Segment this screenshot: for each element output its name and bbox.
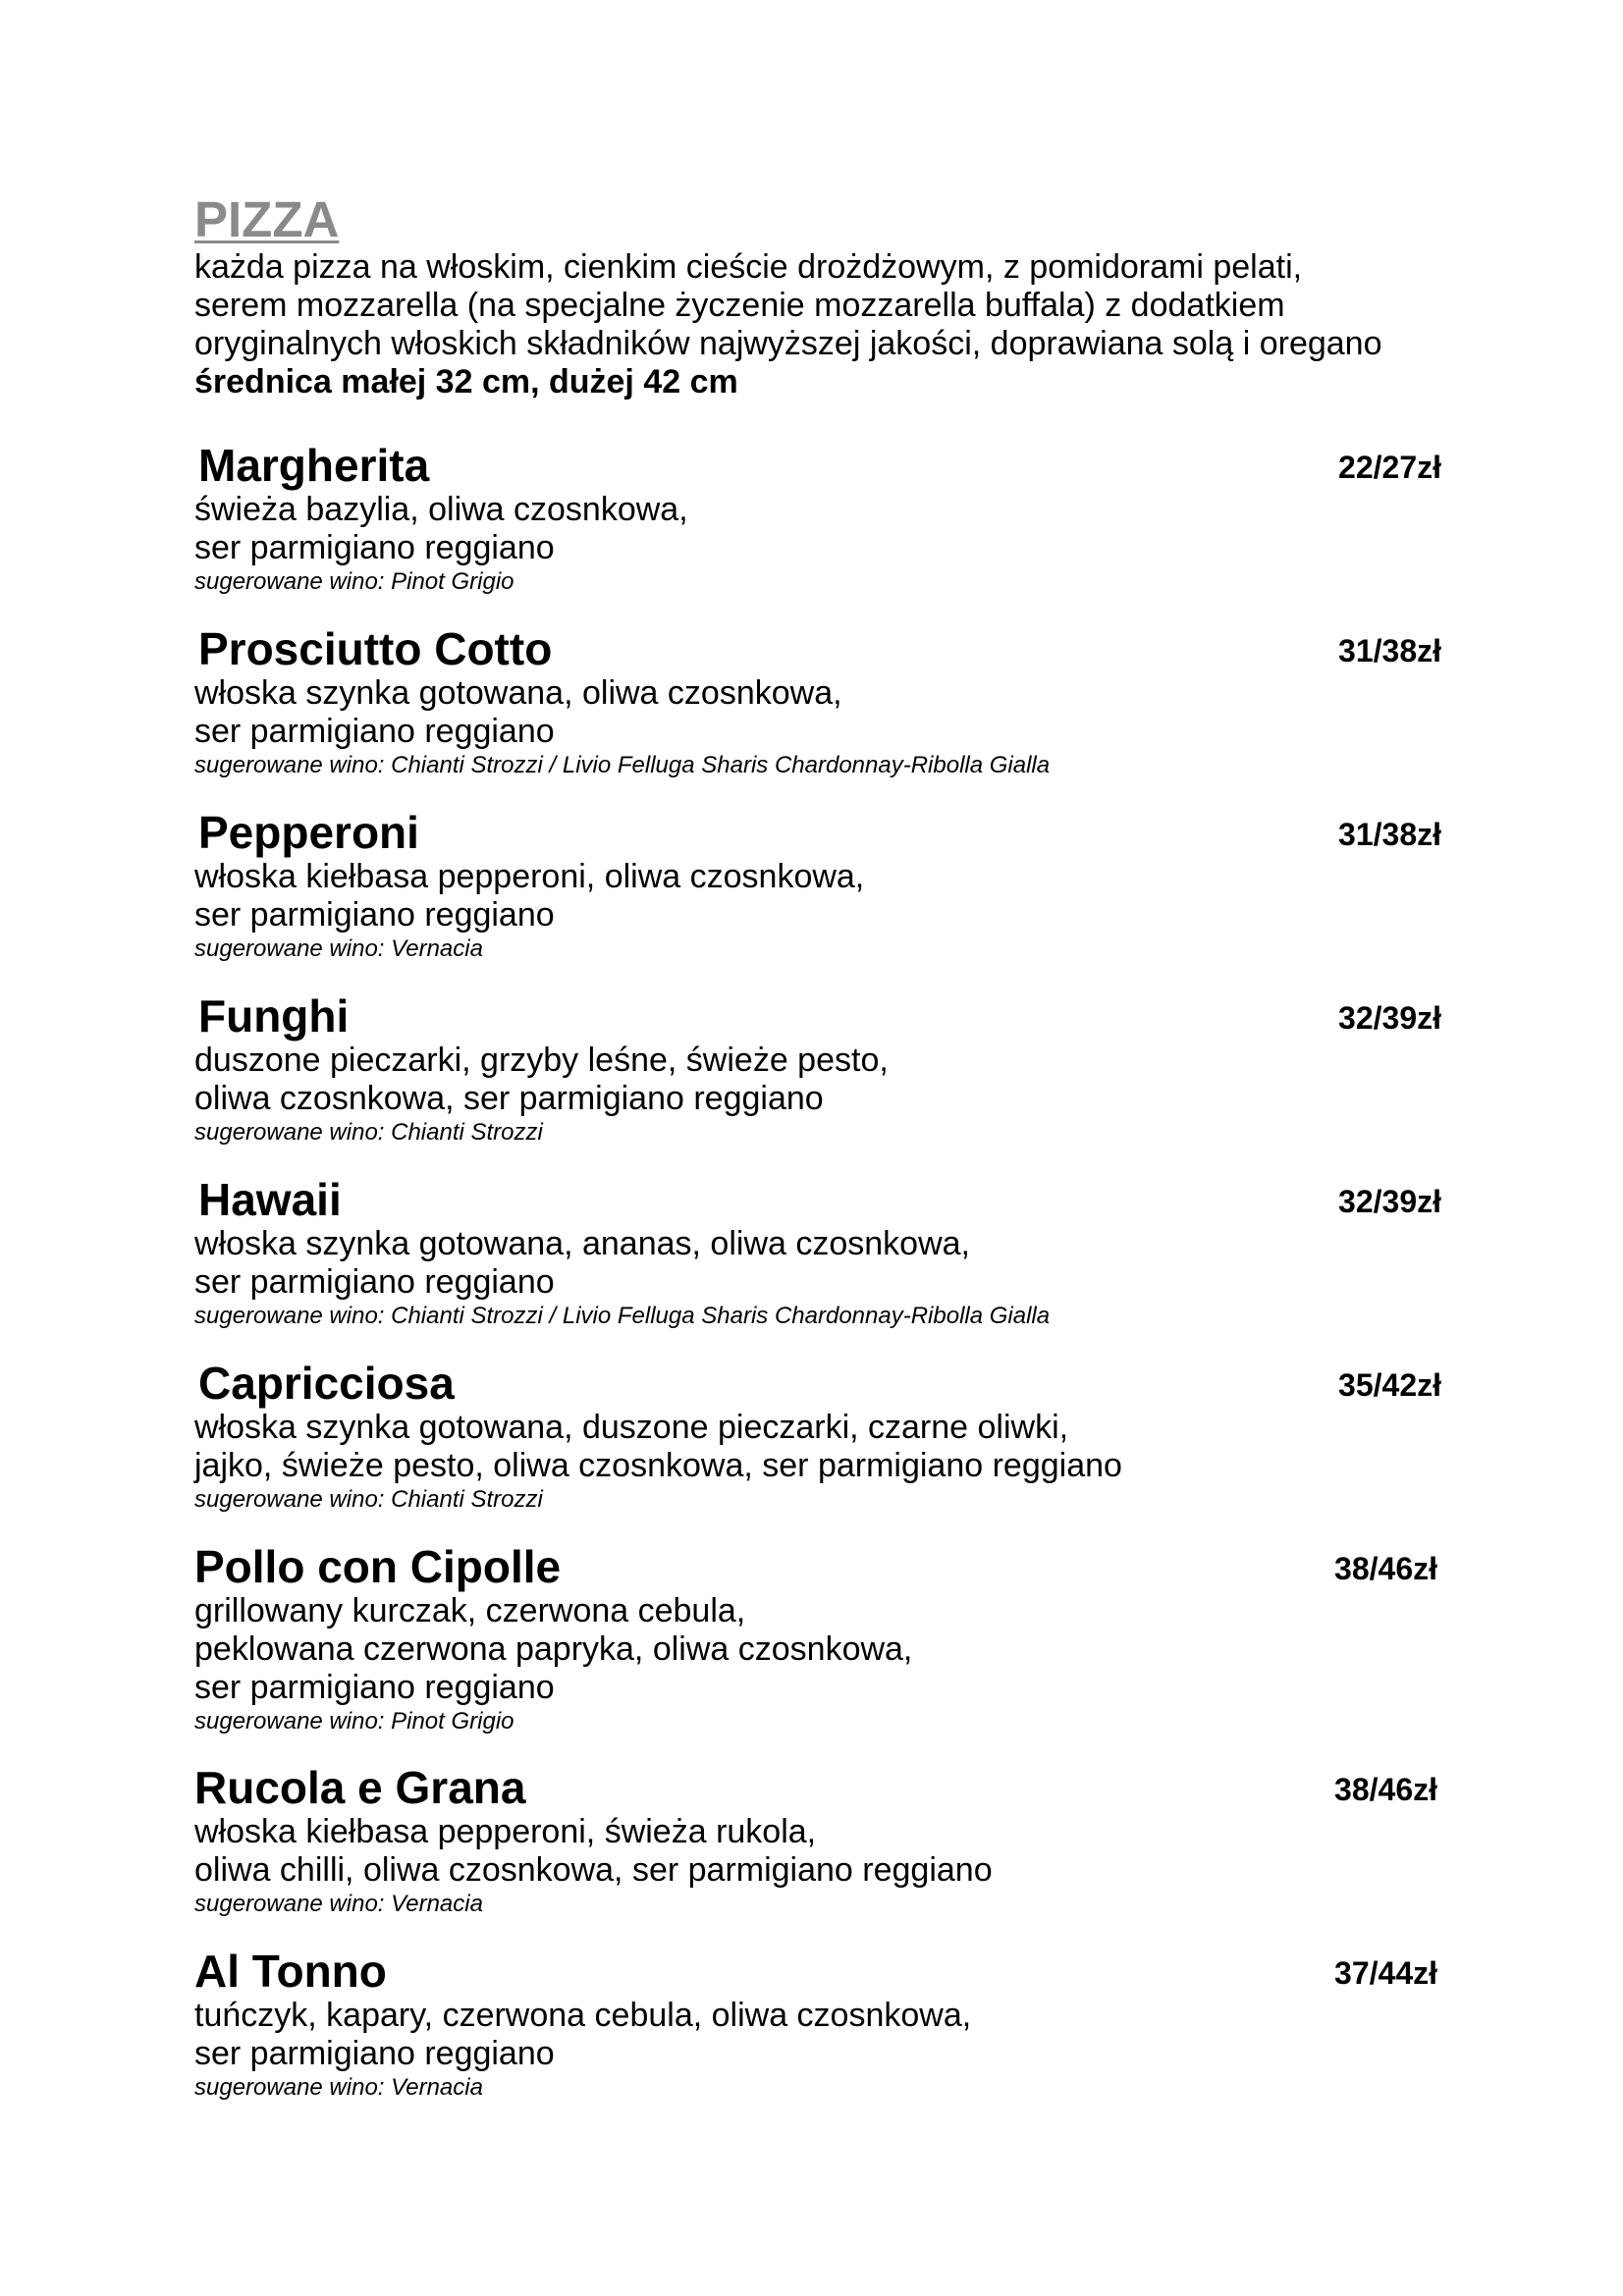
item-name: Pollo con Cipolle <box>194 1541 562 1592</box>
item-description: ser parmigiano reggiano <box>194 2035 555 2072</box>
menu-item <box>194 990 1441 1174</box>
item-description: ser parmigiano reggiano <box>194 896 555 934</box>
wine-suggestion: sugerowane wino: Chianti Strozzi <box>194 1119 543 1146</box>
wine-suggestion: sugerowane wino: Vernacia <box>194 1891 483 1917</box>
size-note: średnica małej 32 cm, dużej 42 cm <box>194 363 738 400</box>
item-price: 35/42zł <box>1338 1367 1441 1403</box>
wine-suggestion: sugerowane wino: Pinot Grigio <box>194 1708 514 1735</box>
item-description: jajko, świeże pesto, oliwa czosnkowa, ser parmigiano reggiano <box>194 1447 1122 1484</box>
item-description: oliwa czosnkowa, ser parmigiano reggiano <box>194 1080 824 1117</box>
item-description: ser parmigiano reggiano <box>194 529 555 566</box>
menu-item <box>194 1541 1441 1762</box>
menu-item <box>194 1762 1441 1946</box>
item-description: świeża bazylia, oliwa czosnkowa, <box>194 491 688 528</box>
item-description: grillowany kurczak, czerwona cebula, <box>194 1592 746 1629</box>
item-description: oliwa chilli, oliwa czosnkowa, ser parmigiano reggiano <box>194 1851 993 1889</box>
menu-item <box>194 807 1441 990</box>
item-name: Rucola e Grana <box>194 1762 526 1813</box>
wine-suggestion: sugerowane wino: Vernacia <box>194 2074 483 2101</box>
item-description: duszone pieczarki, grzyby leśne, świeże pesto, <box>194 1041 889 1079</box>
menu-item <box>194 1174 1441 1358</box>
item-name: Capricciosa <box>198 1358 455 1409</box>
menu-item <box>194 1946 1441 2129</box>
item-name: Al Tonno <box>194 1946 387 1997</box>
intro-line: każda pizza na włoskim, cienkim cieście drożdżowym, z pomidorami pelati, <box>194 248 1303 286</box>
menu-item <box>194 623 1441 807</box>
item-description: ser parmigiano reggiano <box>194 713 555 750</box>
menu-item <box>194 440 1441 623</box>
item-name: Pepperoni <box>198 807 419 858</box>
section-title: PIZZA <box>194 191 340 247</box>
item-description: tuńczyk, kapary, czerwona cebula, oliwa czosnkowa, <box>194 1997 972 2034</box>
item-name: Funghi <box>198 990 350 1041</box>
menu-page <box>194 191 1441 2101</box>
item-description: włoska kiełbasa pepperoni, świeża rukola, <box>194 1813 817 1850</box>
wine-suggestion: sugerowane wino: Chianti Strozzi <box>194 1486 543 1513</box>
intro-line: oryginalnych włoskich składników najwyższej jakości, doprawiana solą i oregano <box>194 325 1382 362</box>
item-description: ser parmigiano reggiano <box>194 1263 555 1301</box>
item-name: Margherita <box>198 440 430 491</box>
item-price: 38/46zł <box>1334 1551 1437 1586</box>
item-price: 31/38zł <box>1338 817 1441 852</box>
intro-line: serem mozzarella (na specjalne życzenie mozzarella buffala) z dodatkiem <box>194 287 1285 324</box>
item-name: Prosciutto Cotto <box>198 623 553 674</box>
item-price: 38/46zł <box>1334 1772 1437 1807</box>
item-description: peklowana czerwona papryka, oliwa czosnkowa, <box>194 1630 913 1668</box>
item-price: 32/39zł <box>1338 1000 1441 1036</box>
item-description: ser parmigiano reggiano <box>194 1669 555 1706</box>
item-description: włoska kiełbasa pepperoni, oliwa czosnkowa, <box>194 858 865 895</box>
item-price: 22/27zł <box>1338 450 1441 485</box>
menu-item <box>194 1358 1441 1541</box>
item-price: 31/38zł <box>1338 633 1441 668</box>
item-description: włoska szynka gotowana, ananas, oliwa czosnkowa, <box>194 1225 970 1262</box>
wine-suggestion: sugerowane wino: Chianti Strozzi / Livio Felluga Sharis Chardonnay-Ribolla Gialla <box>194 1303 1051 1329</box>
item-price: 37/44zł <box>1334 1955 1437 1991</box>
item-name: Hawaii <box>198 1174 342 1225</box>
wine-suggestion: sugerowane wino: Chianti Strozzi / Livio Felluga Sharis Chardonnay-Ribolla Gialla <box>194 752 1051 778</box>
item-price: 32/39zł <box>1338 1184 1441 1219</box>
wine-suggestion: sugerowane wino: Pinot Grigio <box>194 568 514 595</box>
item-description: włoska szynka gotowana, duszone pieczarki, czarne oliwki, <box>194 1409 1069 1446</box>
item-description: włoska szynka gotowana, oliwa czosnkowa, <box>194 674 842 712</box>
pizza-list <box>194 440 1441 2129</box>
wine-suggestion: sugerowane wino: Vernacia <box>194 935 483 962</box>
